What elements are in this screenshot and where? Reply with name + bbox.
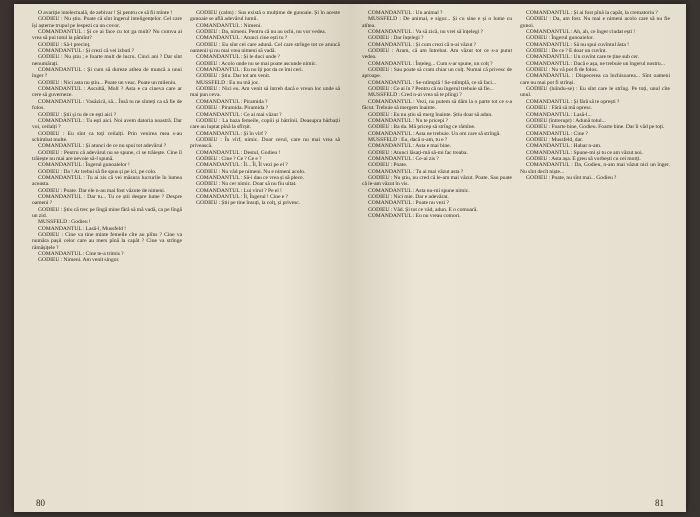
dialogue-line: GODIEU : În vîrf, nimic. Doar cerul, care nu mai vrea să privească. bbox=[190, 136, 340, 150]
dialogue-line: O avariție intelectuală, de zebivar ! Și pentru ce să fii mînte ! bbox=[38, 10, 173, 16]
dialogue-line: GODIEU : Nu vă pot fi de folos. bbox=[526, 67, 598, 74]
dialogue-line: GODIEU : Știi pe tine însuți, la colț, și privesc. bbox=[196, 200, 301, 207]
dialogue-line: COMANDANTUL : Ah, ah, ce înger ciudat ești ! bbox=[526, 29, 636, 36]
dialogue-line: GODIEU : Văd. Și tot ce văd, adun. E o comoară. bbox=[368, 206, 478, 213]
left-page bbox=[14, 4, 350, 512]
book-spread bbox=[14, 4, 686, 512]
dialogue-line: GODIEU : Nu cer nimic. Doar să nu fiu uitat. bbox=[196, 181, 297, 188]
dialogue-line: COMANDANTUL : Asta nu-mi spune nimic. bbox=[368, 187, 470, 194]
dialogue-line: MUSSFELD : Godieu ! bbox=[38, 219, 91, 226]
dialogue-line: COMANDANTUL : Și cum crezi că n-ai văzut ? bbox=[368, 41, 477, 48]
dialogue-line: GODIEU : Nu știu. Poate că sînt îngerul inteligențelor. Cel care își așterne trupul pe lespezi ca un covor. bbox=[32, 16, 182, 29]
dialogue-line: COMANDANTUL : Și atunci de ce nu spui tot adevărul ? bbox=[38, 143, 167, 150]
dialogue-line: COMANDANTUL : Cine te-a trimis ? bbox=[38, 251, 124, 258]
left-page-column-2 bbox=[190, 10, 340, 488]
dialogue-line: GODIEU : Poate, nu sînt mai... Godieu ? bbox=[526, 174, 617, 181]
dialogue-line: GODIEU : Atunci lăsați-mă să-mi fac treaba. bbox=[368, 149, 468, 156]
right-page bbox=[350, 4, 686, 512]
dialogue-line: COMANDANTUL : Destul, Godieu ! bbox=[196, 149, 281, 156]
left-page-columns bbox=[32, 10, 340, 488]
dialogue-line: COMANDANTUL : Va să zică, nu vrei să înțelegi ? bbox=[368, 29, 484, 36]
dialogue-line: GODIEU : Nu știu, nu cred că le-am mai văzut. Poate. Sau poate că le-am văzut în vis. bbox=[362, 174, 512, 188]
dialogue-line: GODIEU : Nici asta nu știu... Poate un veac. Poate un mileniu. bbox=[38, 79, 177, 86]
dialogue-line: COMANDANTUL : Tu ai mai văzut asta ? bbox=[368, 168, 464, 175]
dialogue-line: COMANDANTUL : Habar n-am. bbox=[526, 143, 602, 150]
dialogue-line: COMANDANTUL : Și în vîrf ? bbox=[196, 130, 267, 137]
dialogue-line: COMANDANTUL : Dar tu... Tu ce știi despre lume ? Despre oameni ? bbox=[32, 193, 182, 207]
dialogue-line: COMANDANTUL : Și ce ai face cu tot ga mult? Nu cumva ai vrea să pui totul la pămînt? bbox=[32, 29, 182, 42]
dialogue-line: COMANDANTUL : Dacă e așa, ne trebuie un îngerul nostru... bbox=[526, 60, 665, 67]
dialogue-line: COMANDANTUL : Vasăzică, să... Însă tu ne sînteți ca să fie de folos. bbox=[32, 98, 182, 112]
dialogue-line: GODIEU : Pentru că adevărul nu se spune, ci se trăiește. Cine îl trăiește nu mai are nevoie să-l spună. bbox=[32, 149, 182, 162]
dialogue-line: COMANDANTUL : Îl, Îngerul ! Cine e ? bbox=[196, 193, 288, 200]
dialogue-line: COMANDANTUL : Înțeleg... Cum s-ar spune, un colț ? bbox=[368, 60, 493, 67]
dialogue-line: COMANDANTUL : Un animal ? bbox=[368, 10, 443, 16]
dialogue-line: COMANDANTUL : Ascultă, Moll ? Asta e ca cineva care ar cere să guverneze. bbox=[32, 86, 182, 99]
dialogue-line: COMANDANTUL : Dispecerea ca închisoarea... Sînt oameni care nu mai pot fi strînși. bbox=[520, 73, 670, 86]
dialogue-line: GODIEU : La baza femeile, copiii și bătrînii. Deasupra bărbații care au luptat pînă la sfîrșit. bbox=[190, 117, 340, 131]
dialogue-line: COMANDANTUL : Tu ești aici. Noi avem datoria noastră. Dar voi, ceilalți ? bbox=[32, 117, 182, 131]
dialogue-line: GODIEU : Ce ai în ? Pentru că nu îngerul trebuie să fie... bbox=[368, 86, 494, 93]
dialogue-line: GODIEU (luîndu-se) : Eu sînt care le strîng. Pe toți, unul cîte unul. bbox=[520, 86, 670, 99]
dialogue-line: GODIEU : Nici mie. Dar e adevărat. bbox=[368, 193, 449, 200]
dialogue-line: MUSSFELD : Eu, dacă n-am, tu e ? bbox=[368, 136, 448, 143]
dialogue-line: COMANDANTUL : Îngerul gunoaielor ! bbox=[38, 162, 130, 169]
dialogue-line: GODIEU : Eu nu știu să merg înainte. Știu doar să adun. bbox=[368, 111, 493, 118]
dialogue-line: COMANDANTUL : Să nu spui cuvîntul ăsta ! bbox=[526, 41, 629, 48]
dialogue-line: COMANDANTUL : Îl... Îl, Îl vezi pe el ? bbox=[196, 162, 288, 169]
dialogue-line: COMANDANTUL : Poate nu vezi ? bbox=[368, 200, 449, 207]
dialogue-line: GODIEU : Cine ? Ce ? Ce e ? bbox=[196, 155, 262, 162]
dialogue-line: COMANDANTUL : Nu te pricepi ? bbox=[368, 117, 449, 124]
dialogue-line: GODIEU : Nu știu ; e foarte mult de lucru. Cinci ani ? Dar sînt nenumărați. bbox=[32, 54, 182, 67]
dialogue-line: COMANDANTUL : Lasă-l... bbox=[526, 111, 592, 118]
dialogue-line: GODIEU (întrerupt) : Adună totul... bbox=[526, 117, 606, 124]
dialogue-line: COMANDANTUL : Și le duci unde ? bbox=[196, 54, 281, 61]
dialogue-line: COMANDANTUL : Lui vîrul ? Pe el ! bbox=[196, 187, 282, 194]
dialogue-line: GODIEU : De ce ? E doar un cuvînt. bbox=[526, 48, 607, 55]
dialogue-line: COMANDANTUL : Și ai fost pînă la capăt, la crematoriu ? bbox=[526, 10, 658, 16]
dialogue-line: GODIEU : Ba da. Mă pricep să strîng ce rămîne. bbox=[368, 124, 476, 131]
dialogue-line: GODIEU : Nici eu. Am venit să întreb dacă e vreun loc unde să mai pun ceva. bbox=[190, 86, 340, 99]
dialogue-line: COMANDANTUL : Piramida ? bbox=[196, 98, 268, 105]
dialogue-line: GODIEU : Da, am fost. Nu mai e nimeni acolo care să nu fie gunoi. bbox=[520, 16, 670, 29]
dialogue-line: GODIEU : Da ! Ar trebui să fie spus și pe ici, pe colo. bbox=[38, 168, 157, 175]
left-page-column-1 bbox=[32, 10, 182, 488]
dialogue-line: GODIEU : Mussfeld, dar. bbox=[526, 136, 584, 143]
dialogue-line: GODIEU : Dar înțelegi ? bbox=[368, 35, 424, 42]
dialogue-line: COMANDANTUL : Tu ai zis că vei măsura lucrurile în lumea aceasta. bbox=[32, 174, 182, 188]
dialogue-line: COMANDANTUL : Ce ai mai văzut ? bbox=[196, 111, 282, 118]
dialogue-line: COMANDANTUL : Asta ne trebuie. Un om care să strîngă. bbox=[368, 130, 501, 137]
dialogue-line: GODIEU : Îngerul gunoaielor. bbox=[526, 35, 594, 42]
dialogue-line: GODIEU : Nimeni. Am venit singur. bbox=[38, 257, 120, 264]
dialogue-line: GODIEU : Poate. bbox=[368, 162, 408, 169]
dialogue-line: COMANDANTUL : Nimeni. bbox=[196, 22, 262, 29]
right-page-column-2 bbox=[520, 10, 670, 488]
dialogue-line: GODIEU : Acolo unde nu se mai poate ascunde nimic. bbox=[196, 60, 317, 67]
dialogue-line: COMANDANTUL : Asta e mai bine. bbox=[368, 143, 451, 150]
right-page-columns bbox=[362, 10, 670, 488]
dialogue-line: GODIEU : Nu văd pe nimeni. Nu e nimeni acolo. bbox=[196, 168, 306, 175]
dialogue-line: COMANDANTUL : Și cum să dureze atîtea de muncă a unui înger ? bbox=[32, 67, 182, 80]
dialogue-line: GODIEU : Asta așa. E greu să vorbești cu cei morți. bbox=[526, 155, 641, 162]
dialogue-line: MUSSFELD : De animal, e sigur... Și cu sine e și o lume cu atîtea. bbox=[362, 16, 512, 29]
dialogue-line: COMANDANTUL : Vezi, nu putem să dăm la o parte tot ce s-a făcut. Trebuie să mergem înainte. bbox=[362, 98, 512, 112]
dialogue-line: GODIEU : Piramida. Piramida ? bbox=[196, 105, 269, 112]
right-page-number: 81 bbox=[655, 498, 664, 508]
dialogue-line: COMANDANTUL : Atunci cine ești tu ? bbox=[196, 35, 288, 42]
dialogue-line: COMANDANTUL : Să-i dau ce vrea și să plece. bbox=[196, 174, 305, 181]
dialogue-line: COMANDANTUL : Spune-mi și tu ce am văzut noi. bbox=[526, 149, 644, 156]
dialogue-line: GODIEU : Știu că trec pe lîngă mine fără să mă vadă, ca pe lîngă un zid. bbox=[32, 206, 182, 219]
dialogue-line: COMANDANTUL : Cine ? bbox=[526, 130, 588, 137]
dialogue-line: GODIEU : Știi și tu de ce ești aici ? bbox=[38, 111, 117, 118]
dialogue-line: COMANDANTUL : Eu nu îți pot da ce îmi ceri. bbox=[196, 67, 304, 74]
dialogue-line: GODIEU (calm) : Sus există o mulțime de gunoaie. Și în aceste gunoaie se află adevărul lumii. bbox=[190, 10, 340, 23]
dialogue-line: GODIEU : Să-l precinț. bbox=[38, 41, 91, 48]
dialogue-line: COMANDANTUL : Ce-ai zis ? bbox=[368, 155, 439, 162]
dialogue-line: GODIEU : Foarte bine, Godieu. Foarte bine. Dar îi văd pe toți. bbox=[526, 124, 665, 131]
dialogue-line: COMANDANTUL : Se-ntîmplă ! Se-ntîmplă, ce să faci... bbox=[368, 79, 497, 86]
dialogue-line: GODIEU : Știu. Dar tot am venit. bbox=[196, 73, 271, 80]
dialogue-line: GODIEU : Eu sînt cel care adună. Cel care strînge tot ce aruncă oamenii și nu mai vrea nimeni să vadă. bbox=[190, 41, 340, 55]
dialogue-line: COMANDANTUL : Eu nu vreau comori. bbox=[368, 213, 461, 219]
dialogue-line: COMANDANTUL : Da, Godieu, n-am mai văzut nici un înger. Nu sînt decît niște... bbox=[520, 162, 670, 175]
left-page-number: 80 bbox=[36, 498, 45, 508]
dialogue-line: COMANDANTUL : Lasă-l, Mussfeld ! bbox=[38, 225, 127, 232]
dialogue-line: GODIEU : Poate. Dar ele n-au mai fost văzute de nimeni. bbox=[38, 187, 166, 194]
dialogue-line: GODIEU : Sau poate să cram chiar un colț. Numai că privesc de aproape. bbox=[362, 67, 512, 80]
dialogue-line: GODIEU : Fără să mă opresc. bbox=[526, 105, 593, 112]
dialogue-line: GODIEU : Aram, că am întrebat. Am văzut tot ce s-a putut vedea. bbox=[362, 48, 512, 61]
dialogue-line: GODIEU : Da, nimeni. Pentru că nu au ochi, nu vor vedea. bbox=[196, 29, 326, 36]
dialogue-line: GODIEU : Eu sînt ca toți ceilalți. Prin venirea mea s-au schimbat multe. bbox=[32, 130, 182, 143]
dialogue-line: MUSSFELD : Eu nu mă joc. bbox=[196, 79, 260, 86]
dialogue-line: MUSSFELD : Cred n-ai vrea să te plîngi ? bbox=[368, 92, 462, 99]
dialogue-line: COMANDANTUL : Și crezi că vei izbuti ? bbox=[38, 48, 135, 55]
dialogue-line: COMANDANTUL : Și fără să te oprești ? bbox=[526, 98, 620, 105]
right-page-column-1 bbox=[362, 10, 512, 488]
dialogue-line: COMANDANTUL : Un cuvînt care te ține sub cer. bbox=[526, 54, 639, 61]
dialogue-line: GODIEU : Cine va tine minte femeile cîte au plîns ? Cine va număra pașii celor care au mers pînă la capăt ? Cine va strînge rămășițele ? bbox=[32, 232, 182, 251]
